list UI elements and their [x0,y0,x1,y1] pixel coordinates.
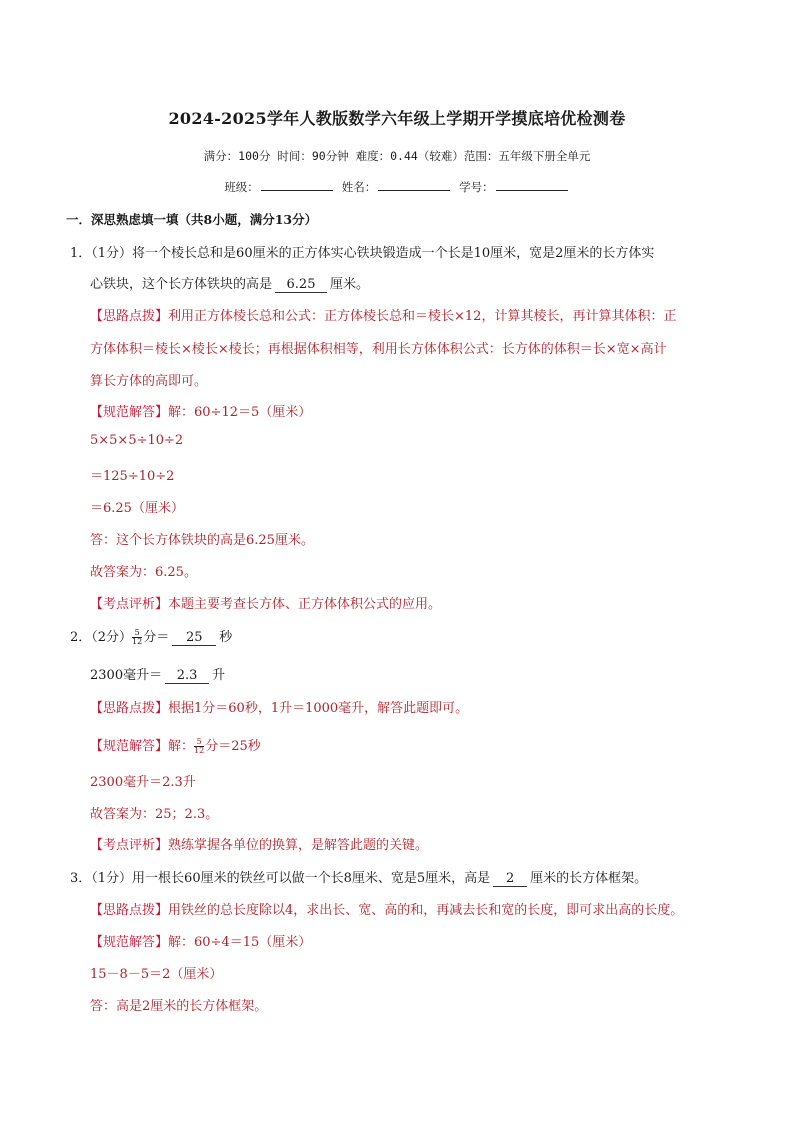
q2-line1: 2．（2分） $\frac{5}{12}$ 分＝ 25 秒 [70,628,233,646]
q1-solution-line3: ＝125÷10÷2 [90,469,175,484]
student-info-row [0,178,794,195]
q3-solution-line2: 15－8－5＝2（厘米） [90,967,223,982]
q2-final: 故答案为：25；2.3。 [90,807,219,822]
q1-answer: 6.25 [275,277,327,293]
q2-answer1: 25 [172,630,216,646]
q1-hint-line2: 方体体积＝棱长×棱长×棱长；再根据体积相等，利用长方体体积公式：长方体的体积＝长×宽×高计 [90,342,667,357]
q1-solution-line2: 5×5×5÷10÷2 [90,433,184,448]
q2-fraction: $\frac{5}{12}$ [132,628,143,646]
q1-final: 故答案为：6.25。 [90,565,197,580]
section-heading: 一．深思熟虑填一填（共8小题，满分13分） [66,212,318,227]
solution-tag: 【规范解答】 [90,405,169,420]
class-blank[interactable] [261,178,333,191]
q1-hint-line3: 算长方体的高即可。 [90,374,208,389]
id-blank[interactable] [496,178,568,191]
q1-line1: 1．（1分）将一个棱长总和是60厘米的正方体实心铁块锻造成一个长是10厘米，宽是2厘米的长方体实 [70,246,655,261]
q3-answer: 2 [493,871,527,887]
q1-solution-line4: ＝6.25（厘米） [90,501,184,516]
q2-solution-line1: 【规范解答】解： $\frac{5}{12}$ 分＝25秒 [90,737,261,755]
hint-tag: 【思路点拨】 [90,309,169,324]
q1-review: 【考点评析】本题主要考查长方体、正方体体积公式的应用。 [90,597,442,612]
q1-hint-line1: 【思路点拨】利用正方体棱长总和公式：正方体棱长总和＝棱长×12，计算其棱长，再计算其体积：正 [90,309,677,324]
q3-solution-line1: 【规范解答】解：60÷4＝15（厘米） [90,935,312,950]
q1-solution-line1: 【规范解答】解：60÷12＝5（厘米） [90,405,312,420]
name-blank[interactable] [378,178,450,191]
q2-hint: 【思路点拨】根据1分＝60秒，1升＝1000毫升，解答此题即可。 [90,701,469,716]
q2-review: 【考点评析】熟练掌握各单位的换算，是解答此题的关键。 [90,838,429,853]
q2-answer2: 2.3 [165,668,209,684]
id-label: 学号： [459,180,494,194]
name-label: 姓名： [341,180,377,194]
exam-meta: 满分：100分 时间：90分钟 难度：0.44（较难）范围：五年级下册全单元 [203,149,591,163]
q2-solution-fraction: $\frac{5}{12}$ [194,737,205,755]
exam-title: 2024-2025学年人教版数学六年级上学期开学摸底培优检测卷 [168,109,626,128]
q2-solution-line2: 2300毫升＝2.3升 [90,775,196,790]
q2-line2: 2300毫升＝ 2.3 升 [90,668,226,683]
class-label: 班级： [224,180,259,194]
q3-line1: 3．（1分）用一根长60厘米的铁丝可以做一个长8厘米、宽是5厘米，高是 2 厘米的长方体框架。 [70,871,648,886]
review-tag: 【考点评析】 [90,597,169,612]
q3-answer-sentence: 答：高是2厘米的长方体框架。 [90,999,268,1014]
q1-line2: 心铁块，这个长方体铁块的高是 6.25 厘米。 [90,277,370,292]
q1-answer-sentence: 答：这个长方体铁块的高是6.25厘米。 [90,533,314,548]
q3-hint: 【思路点拨】用铁丝的总长度除以4，求出长、宽、高的和，再减去长和宽的长度，即可求出高的长度。 [90,903,684,918]
